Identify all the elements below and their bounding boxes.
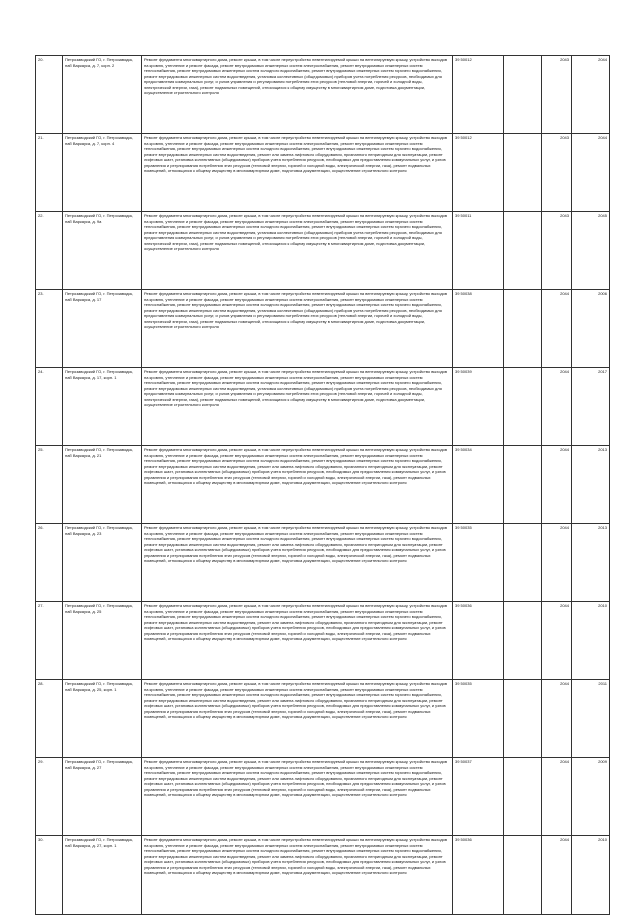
work-description-cell: Ремонт фундамента многоквартирного дома, ремонт крыши, в том числе переустройство невентилируемой крыши на вентилируемую крышу, устройство выходов на кровлю, утепление и ремонт фасада, ремонт внутридомовых инженерных систем электроснабжения, ремонт внутридомовых инженерных систем теплоснабжения, ремонт внутридомовых инженерных систем холодного водоснабжения, ремонт внутридомовых инженерных систем горячего водоснабжения, ремонт внутридомовых инженерных систем водоотведения, установка коллективных (общедомовых) приборов учета потребления ресурсов, необходимых для предоставления коммунальных услуг, и узлов управления и регулирования потребления этих ресурсов (тепловой энергии, горячей и холодной воды, электрической энергии, газа), ремонт подвальных помещений, относящихся к общему имуществу в многоквартирном доме, подготовка документации, осуществление строительного контроля: [142, 56, 453, 134]
year-start-cell: 2043: [542, 212, 572, 290]
year-end-cell: 2010: [572, 836, 610, 915]
table-row: [36, 290, 610, 368]
year-end-cell: 2006: [572, 290, 610, 368]
table-row: [36, 524, 610, 602]
table-row: [36, 212, 610, 290]
empty-cell: [504, 134, 542, 212]
year-end-cell: 2013: [572, 446, 610, 524]
code-cell: 39 50036: [453, 602, 504, 680]
empty-cell: [504, 290, 542, 368]
year-start-cell: 2044: [542, 290, 572, 368]
row-number: 29.: [36, 758, 63, 836]
year-end-cell: 2044: [572, 56, 610, 134]
work-description-cell: Ремонт фундамента многоквартирного дома, ремонт крыши, в том числе переустройство невентилируемой крыши на вентилируемую крышу, устройство выходов на кровлю, утепление и ремонт фасада, ремонт внутридомовых инженерных систем электроснабжения, ремонт внутридомовых инженерных систем теплоснабжения, ремонт внутридомовых инженерных систем холодного водоснабжения, ремонт внутридомовых инженерных систем горячего водоснабжения, ремонт внутридомовых инженерных систем водоотведения, ремонт или замена лифтового оборудования, признанного непригодным для эксплуатации, ремонт лифтовых шахт, установка коллективных (общедомовых) приборов учета потребления ресурсов, необходимых для предоставления коммунальных услуг, и узлов управления и регулирования потребления этих ресурсов (тепловой энергии, горячей и холодной воды, электрической энергии, газа), ремонт подвальных помещений, относящихся к общему имуществу в многоквартирном доме, подготовка документации, осуществление строительного контроля: [142, 758, 453, 836]
table-row: [36, 836, 610, 915]
table-row: [36, 602, 610, 680]
year-start-cell: 2044: [542, 836, 572, 915]
year-end-cell: 2044: [572, 134, 610, 212]
empty-cell: [504, 368, 542, 446]
year-start-cell: 2043: [542, 56, 572, 134]
code-cell: 39 50034: [453, 446, 504, 524]
year-end-cell: 2017: [572, 368, 610, 446]
code-cell: 39 50012: [453, 134, 504, 212]
row-number: 23.: [36, 290, 63, 368]
address-cell: Петрозаводский ГО, г. Петрозаводск, наб Варкауса, д. 27: [63, 758, 142, 836]
work-description-cell: Ремонт фундамента многоквартирного дома, ремонт крыши, в том числе переустройство невентилируемой крыши на вентилируемую крышу, устройство выходов на кровлю, утепление и ремонт фасада, ремонт внутридомовых инженерных систем электроснабжения, ремонт внутридомовых инженерных систем теплоснабжения, ремонт внутридомовых инженерных систем холодного водоснабжения, ремонт внутридомовых инженерных систем горячего водоснабжения, ремонт внутридомовых инженерных систем водоотведения, ремонт или замена лифтового оборудования, признанного непригодным для эксплуатации, ремонт лифтовых шахт, установка коллективных (общедомовых) приборов учета потребления ресурсов, необходимых для предоставления коммунальных услуг, и узлов управления и регулирования потребления этих ресурсов (тепловой энергии, горячей и холодной воды, электрической энергии, газа), ремонт подвальных помещений, относящихся к общему имуществу в многоквартирном доме, подготовка документации, осуществление строительного контроля: [142, 602, 453, 680]
year-end-cell: 2010: [572, 602, 610, 680]
year-start-cell: 2044: [542, 602, 572, 680]
row-number: 25.: [36, 446, 63, 524]
empty-cell: [504, 836, 542, 915]
work-description-cell: Ремонт фундамента многоквартирного дома, ремонт крыши, в том числе переустройство невентилируемой крыши на вентилируемую крышу, устройство выходов на кровлю, утепление и ремонт фасада, ремонт внутридомовых инженерных систем электроснабжения, ремонт внутридомовых инженерных систем теплоснабжения, ремонт внутридомовых инженерных систем холодного водоснабжения, ремонт внутридомовых инженерных систем горячего водоснабжения, ремонт внутридомовых инженерных систем водоотведения, ремонт или замена лифтового оборудования, признанного непригодным для эксплуатации, ремонт лифтовых шахт, установка коллективных (общедомовых) приборов учета потребления ресурсов, необходимых для предоставления коммунальных услуг, и узлов управления и регулирования потребления этих ресурсов (тепловой энергии, горячей и холодной воды, электрической энергии, газа), ремонт подвальных помещений, относящихся к общему имуществу в многоквартирном доме, подготовка документации, осуществление строительного контроля: [142, 524, 453, 602]
work-description-cell: Ремонт фундамента многоквартирного дома, ремонт крыши, в том числе переустройство невентилируемой крыши на вентилируемую крышу, устройство выходов на кровлю, утепление и ремонт фасада, ремонт внутридомовых инженерных систем электроснабжения, ремонт внутридомовых инженерных систем теплоснабжения, ремонт внутридомовых инженерных систем холодного водоснабжения, ремонт внутридомовых инженерных систем горячего водоснабжения, ремонт внутридомовых инженерных систем водоотведения, ремонт или замена лифтового оборудования, признанного непригодным для эксплуатации, ремонт лифтовых шахт, установка коллективных (общедомовых) приборов учета потребления ресурсов, необходимых для предоставления коммунальных услуг, и узлов управления и регулирования потребления этих ресурсов (тепловой энергии, горячей и холодной воды, электрической энергии, газа), ремонт подвальных помещений, относящихся к общему имуществу в многоквартирном доме, подготовка документации, осуществление строительного контроля: [142, 836, 453, 915]
year-start-cell: 2043: [542, 134, 572, 212]
row-number: 22.: [36, 212, 63, 290]
code-cell: 39 50038: [453, 290, 504, 368]
row-number: 26.: [36, 524, 63, 602]
address-cell: Петрозаводский ГО, г. Петрозаводск, наб Варкауса, д. 25: [63, 602, 142, 680]
year-start-cell: 2044: [542, 524, 572, 602]
address-cell: Петрозаводский ГО, г. Петрозаводск, наб Варкауса, д. 7, корп. 4: [63, 134, 142, 212]
table-row: [36, 680, 610, 758]
address-cell: Петрозаводский ГО, г. Петрозаводск, наб Варкауса, д. 27, корп. 1: [63, 836, 142, 915]
row-number: 21.: [36, 134, 63, 212]
code-cell: 39 50011: [453, 212, 504, 290]
address-cell: Петрозаводский ГО, г. Петрозаводск, наб Варкауса, д. 23: [63, 524, 142, 602]
work-description-cell: Ремонт фундамента многоквартирного дома, ремонт крыши, в том числе переустройство невентилируемой крыши на вентилируемую крышу, устройство выходов на кровлю, утепление и ремонт фасада, ремонт внутридомовых инженерных систем электроснабжения, ремонт внутридомовых инженерных систем теплоснабжения, ремонт внутридомовых инженерных систем холодного водоснабжения, ремонт внутридомовых инженерных систем горячего водоснабжения, ремонт внутридомовых инженерных систем водоотведения, установка коллективных (общедомовых) приборов учета потребления ресурсов, необходимых для предоставления коммунальных услуг, и узлов управления и регулирования потребления этих ресурсов (тепловой энергии, горячей и холодной воды, электрической энергии, газа), ремонт подвальных помещений, относящихся к общему имуществу в многоквартирном доме, подготовка документации, осуществление строительного контроля: [142, 368, 453, 446]
year-start-cell: 2044: [542, 680, 572, 758]
table-row: [36, 368, 610, 446]
work-description-cell: Ремонт фундамента многоквартирного дома, ремонт крыши, в том числе переустройство невентилируемой крыши на вентилируемую крышу, устройство выходов на кровлю, утепление и ремонт фасада, ремонт внутридомовых инженерных систем электроснабжения, ремонт внутридомовых инженерных систем теплоснабжения, ремонт внутридомовых инженерных систем холодного водоснабжения, ремонт внутридомовых инженерных систем горячего водоснабжения, ремонт внутридомовых инженерных систем водоотведения, установка коллективных (общедомовых) приборов учета потребления ресурсов, необходимых для предоставления коммунальных услуг, и узлов управления и регулирования потребления этих ресурсов (тепловой энергии, горячей и холодной воды, электрической энергии, газа), ремонт подвальных помещений, относящихся к общему имуществу в многоквартирном доме, подготовка документации, осуществление строительного контроля: [142, 212, 453, 290]
year-end-cell: 2011: [572, 680, 610, 758]
capital-repair-table: [35, 55, 610, 915]
row-number: 30.: [36, 836, 63, 915]
code-cell: 39 50012: [453, 56, 504, 134]
year-start-cell: 2044: [542, 368, 572, 446]
year-end-cell: 2013: [572, 524, 610, 602]
code-cell: 39 50036: [453, 836, 504, 915]
work-description-cell: Ремонт фундамента многоквартирного дома, ремонт крыши, в том числе переустройство невентилируемой крыши на вентилируемую крышу, устройство выходов на кровлю, утепление и ремонт фасада, ремонт внутридомовых инженерных систем электроснабжения, ремонт внутридомовых инженерных систем теплоснабжения, ремонт внутридомовых инженерных систем холодного водоснабжения, ремонт внутридомовых инженерных систем горячего водоснабжения, ремонт внутридомовых инженерных систем водоотведения, установка коллективных (общедомовых) приборов учета потребления ресурсов, необходимых для предоставления коммунальных услуг, и узлов управления и регулирования потребления этих ресурсов (тепловой энергии, горячей и холодной воды, электрической энергии, газа), ремонт подвальных помещений, относящихся к общему имуществу в многоквартирном доме, подготовка документации, осуществление строительного контроля: [142, 290, 453, 368]
empty-cell: [504, 602, 542, 680]
code-cell: 39 50035: [453, 680, 504, 758]
row-number: 20.: [36, 56, 63, 134]
code-cell: 39 50037: [453, 758, 504, 836]
address-cell: Петрозаводский ГО, г. Петрозаводск, наб Варкауса, д. 17: [63, 290, 142, 368]
work-description-cell: Ремонт фундамента многоквартирного дома, ремонт крыши, в том числе переустройство невентилируемой крыши на вентилируемую крышу, устройство выходов на кровлю, утепление и ремонт фасада, ремонт внутридомовых инженерных систем электроснабжения, ремонт внутридомовых инженерных систем теплоснабжения, ремонт внутридомовых инженерных систем холодного водоснабжения, ремонт внутридомовых инженерных систем горячего водоснабжения, ремонт внутридомовых инженерных систем водоотведения, ремонт или замена лифтового оборудования, признанного непригодным для эксплуатации, ремонт лифтовых шахт, установка коллективных (общедомовых) приборов учета потребления ресурсов, необходимых для предоставления коммунальных услуг, и узлов управления и регулирования потребления этих ресурсов (тепловой энергии, горячей и холодной воды, электрической энергии, газа), ремонт подвальных помещений, относящихся к общему имуществу в многоквартирном доме, подготовка документации, осуществление строительного контроля: [142, 134, 453, 212]
empty-cell: [504, 56, 542, 134]
empty-cell: [504, 212, 542, 290]
empty-cell: [504, 446, 542, 524]
table-row: [36, 56, 610, 134]
empty-cell: [504, 524, 542, 602]
row-number: 27.: [36, 602, 63, 680]
row-number: 28.: [36, 680, 63, 758]
table-row: [36, 134, 610, 212]
address-cell: Петрозаводский ГО, г. Петрозаводск, наб Варкауса, д. 21: [63, 446, 142, 524]
address-cell: Петрозаводский ГО, г. Петрозаводск, наб Варкауса, д. 25, корп. 1: [63, 680, 142, 758]
code-cell: 39 50039: [453, 368, 504, 446]
table-body: [36, 56, 610, 915]
code-cell: 39 50035: [453, 524, 504, 602]
address-cell: Петрозаводский ГО, г. Петрозаводск, наб Варкауса, д. 7, корп. 2: [63, 56, 142, 134]
work-description-cell: Ремонт фундамента многоквартирного дома, ремонт крыши, в том числе переустройство невентилируемой крыши на вентилируемую крышу, устройство выходов на кровлю, утепление и ремонт фасада, ремонт внутридомовых инженерных систем электроснабжения, ремонт внутридомовых инженерных систем теплоснабжения, ремонт внутридомовых инженерных систем холодного водоснабжения, ремонт внутридомовых инженерных систем горячего водоснабжения, ремонт внутридомовых инженерных систем водоотведения, ремонт или замена лифтового оборудования, признанного непригодным для эксплуатации, ремонт лифтовых шахт, установка коллективных (общедомовых) приборов учета потребления ресурсов, необходимых для предоставления коммунальных услуг, и узлов управления и регулирования потребления этих ресурсов (тепловой энергии, горячей и холодной воды, электрической энергии, газа), ремонт подвальных помещений, относящихся к общему имуществу в многоквартирном доме, подготовка документации, осуществление строительного контроля: [142, 446, 453, 524]
work-description-cell: Ремонт фундамента многоквартирного дома, ремонт крыши, в том числе переустройство невентилируемой крыши на вентилируемую крышу, устройство выходов на кровлю, утепление и ремонт фасада, ремонт внутридомовых инженерных систем электроснабжения, ремонт внутридомовых инженерных систем теплоснабжения, ремонт внутридомовых инженерных систем холодного водоснабжения, ремонт внутридомовых инженерных систем горячего водоснабжения, ремонт внутридомовых инженерных систем водоотведения, ремонт или замена лифтового оборудования, признанного непригодным для эксплуатации, ремонт лифтовых шахт, установка коллективных (общедомовых) приборов учета потребления ресурсов, необходимых для предоставления коммунальных услуг, и узлов управления и регулирования потребления этих ресурсов (тепловой энергии, горячей и холодной воды, электрической энергии, газа), ремонт подвальных помещений, относящихся к общему имуществу в многоквартирном доме, подготовка документации, осуществление строительного контроля: [142, 680, 453, 758]
empty-cell: [504, 758, 542, 836]
year-end-cell: 2045: [572, 212, 610, 290]
address-cell: Петрозаводский ГО, г. Петрозаводск, наб Варкауса, д. 9а: [63, 212, 142, 290]
year-start-cell: 2044: [542, 758, 572, 836]
year-start-cell: 2044: [542, 446, 572, 524]
empty-cell: [504, 680, 542, 758]
year-end-cell: 2009: [572, 758, 610, 836]
row-number: 24.: [36, 368, 63, 446]
address-cell: Петрозаводский ГО, г. Петрозаводск, наб Варкауса, д. 17, корп. 1: [63, 368, 142, 446]
table-row: [36, 446, 610, 524]
table-row: [36, 758, 610, 836]
